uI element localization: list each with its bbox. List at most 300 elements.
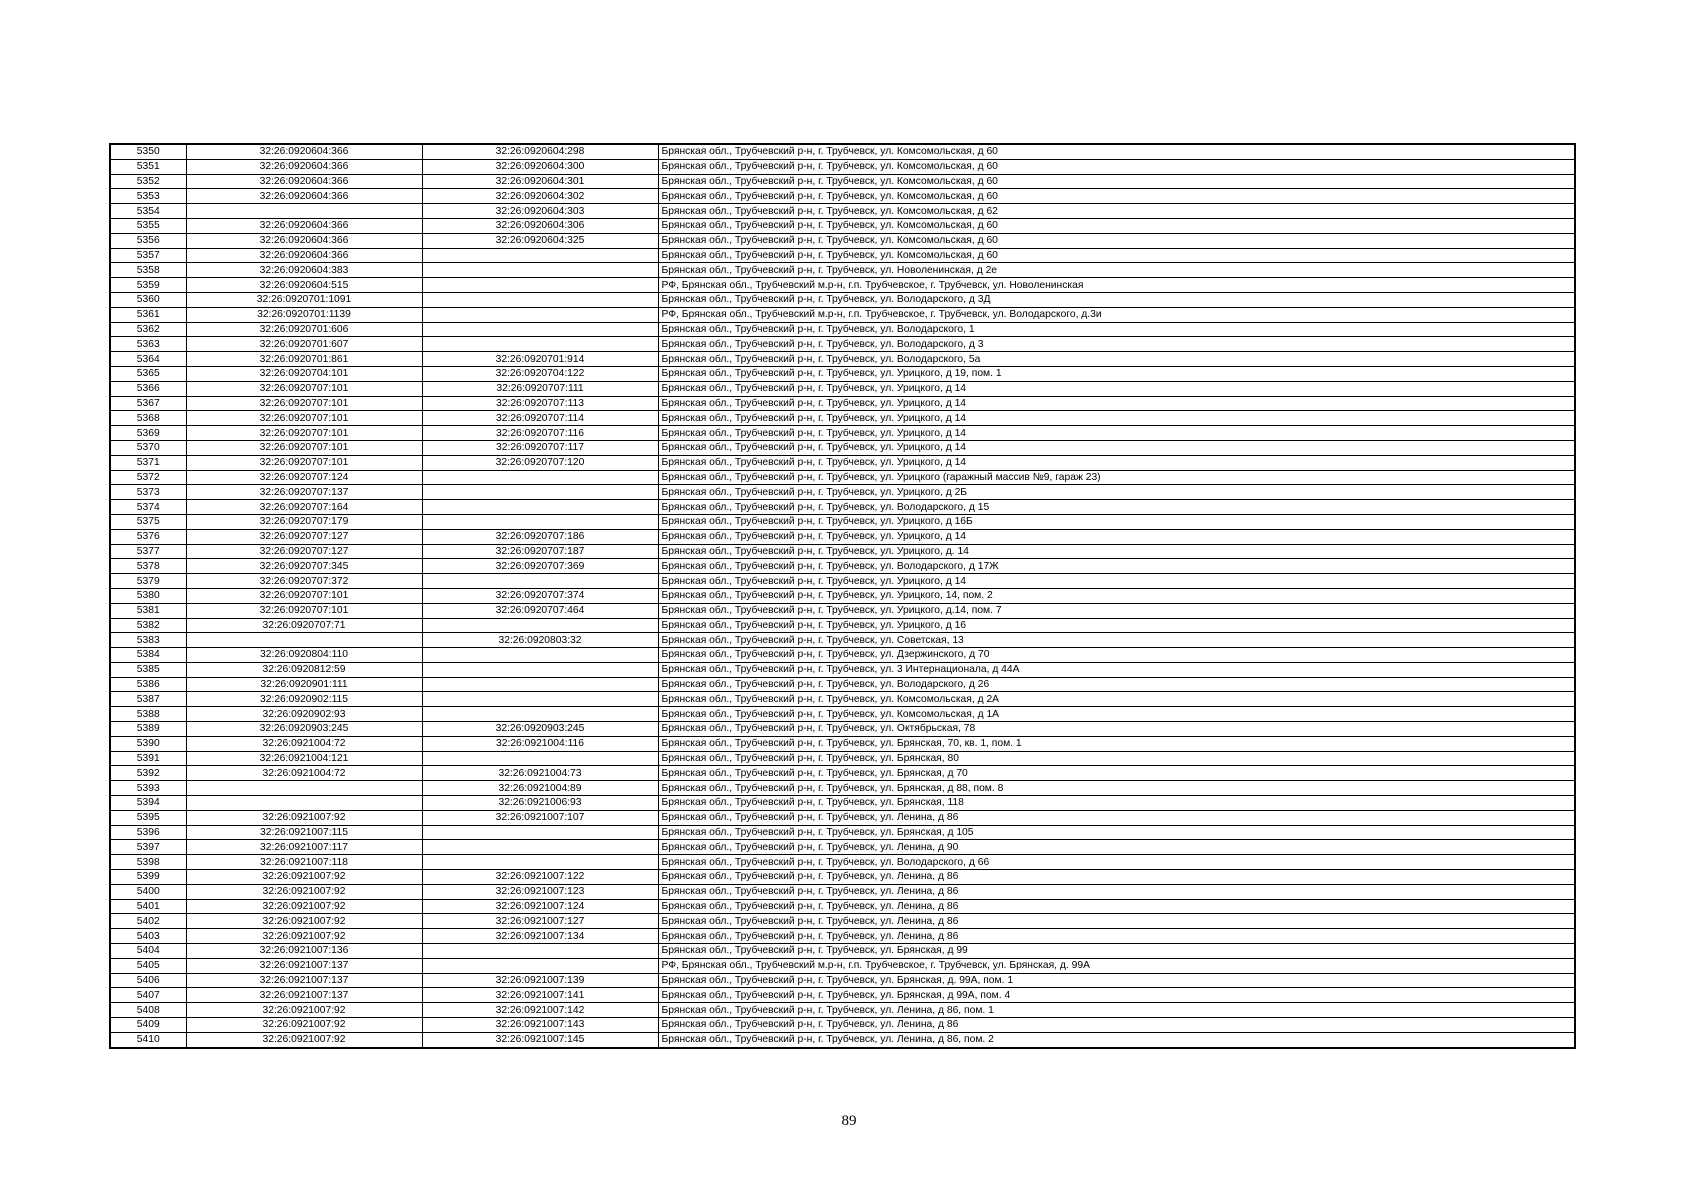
table-row	[110, 189, 1575, 204]
row-number-cell: 5350	[110, 144, 186, 159]
cadastral-number-cell: 32:26:0921007:123	[422, 884, 658, 899]
address-cell: Брянская обл., Трубчевский р-н, г. Трубчевск, ул. Брянская, д 70	[658, 766, 1575, 781]
address-cell: Брянская обл., Трубчевский р-н, г. Трубчевск, ул. Ленина, д 86	[658, 1018, 1575, 1033]
row-number-cell: 5368	[110, 411, 186, 426]
table-row	[110, 411, 1575, 426]
row-number-cell: 5404	[110, 944, 186, 959]
parent-cadastral-number-cell: 32:26:0920707:124	[186, 470, 422, 485]
address-cell: Брянская обл., Трубчевский р-н, г. Трубчевск, ул. Володарского, д 3	[658, 337, 1575, 352]
address-cell: Брянская обл., Трубчевский р-н, г. Трубчевск, ул. Володарского, д 15	[658, 500, 1575, 515]
cadastral-number-cell: 32:26:0920704:122	[422, 366, 658, 381]
parent-cadastral-number-cell: 32:26:0920604:366	[186, 189, 422, 204]
address-cell: Брянская обл., Трубчевский р-н, г. Трубчевск, ул. Урицкого, д 14	[658, 411, 1575, 426]
table-row	[110, 248, 1575, 263]
address-cell: Брянская обл., Трубчевский р-н, г. Трубчевск, ул. Брянская, 80	[658, 751, 1575, 766]
table-row	[110, 263, 1575, 278]
address-cell: Брянская обл., Трубчевский р-н, г. Трубчевск, ул. Комсомольская, д 1А	[658, 707, 1575, 722]
address-cell: РФ, Брянская обл., Трубчевский м.р-н, г.п. Трубчевское, г. Трубчевск, ул. Володарского, д.3и	[658, 307, 1575, 322]
parent-cadastral-number-cell: 32:26:0920812:59	[186, 662, 422, 677]
address-cell: Брянская обл., Трубчевский р-н, г. Трубчевск, ул. Володарского, д 66	[658, 855, 1575, 870]
row-number-cell: 5360	[110, 292, 186, 307]
table-row	[110, 662, 1575, 677]
cadastral-number-cell: 32:26:0920604:301	[422, 174, 658, 189]
parent-cadastral-number-cell: 32:26:0920707:137	[186, 485, 422, 500]
cadastral-number-cell	[422, 662, 658, 677]
parent-cadastral-number-cell: 32:26:0920604:383	[186, 263, 422, 278]
table-row	[110, 958, 1575, 973]
cadastral-number-cell: 32:26:0920604:298	[422, 144, 658, 159]
row-number-cell: 5397	[110, 840, 186, 855]
parent-cadastral-number-cell: 32:26:0920707:101	[186, 588, 422, 603]
table-row	[110, 588, 1575, 603]
table-row	[110, 781, 1575, 796]
row-number-cell: 5372	[110, 470, 186, 485]
row-number-cell: 5377	[110, 544, 186, 559]
row-number-cell: 5407	[110, 988, 186, 1003]
row-number-cell: 5355	[110, 218, 186, 233]
row-number-cell: 5357	[110, 248, 186, 263]
address-cell: Брянская обл., Трубчевский р-н, г. Трубчевск, ул. Комсомольская, д 60	[658, 144, 1575, 159]
parent-cadastral-number-cell: 32:26:0920707:101	[186, 426, 422, 441]
table-row	[110, 396, 1575, 411]
address-cell: РФ, Брянская обл., Трубчевский м.р-н, г.п. Трубчевское, г. Трубчевск, ул. Новоленинская	[658, 278, 1575, 293]
row-number-cell: 5402	[110, 914, 186, 929]
table-row	[110, 292, 1575, 307]
parent-cadastral-number-cell: 32:26:0920604:366	[186, 248, 422, 263]
parent-cadastral-number-cell: 32:26:0920707:179	[186, 514, 422, 529]
address-cell: Брянская обл., Трубчевский р-н, г. Трубчевск, ул. Брянская, 118	[658, 796, 1575, 811]
cadastral-number-cell	[422, 944, 658, 959]
parent-cadastral-number-cell: 32:26:0921007:136	[186, 944, 422, 959]
address-cell: Брянская обл., Трубчевский р-н, г. Трубчевск, ул. Урицкого, д 14	[658, 455, 1575, 470]
row-number-cell: 5387	[110, 692, 186, 707]
row-number-cell: 5390	[110, 736, 186, 751]
table-row	[110, 1018, 1575, 1033]
address-cell: Брянская обл., Трубчевский р-н, г. Трубчевск, ул. Ленина, д 86	[658, 929, 1575, 944]
row-number-cell: 5381	[110, 603, 186, 618]
table-row	[110, 899, 1575, 914]
table-row	[110, 278, 1575, 293]
table-row	[110, 603, 1575, 618]
address-cell: Брянская обл., Трубчевский р-н, г. Трубчевск, ул. Володарского, д 17Ж	[658, 559, 1575, 574]
row-number-cell: 5384	[110, 648, 186, 663]
cadastral-number-cell: 32:26:0920604:300	[422, 159, 658, 174]
parent-cadastral-number-cell: 32:26:0921007:92	[186, 884, 422, 899]
cadastral-number-cell: 32:26:0921004:116	[422, 736, 658, 751]
cadastral-number-cell	[422, 278, 658, 293]
table-row	[110, 618, 1575, 633]
row-number-cell: 5403	[110, 929, 186, 944]
cadastral-number-cell	[422, 618, 658, 633]
row-number-cell: 5375	[110, 514, 186, 529]
cadastral-number-cell	[422, 500, 658, 515]
row-number-cell: 5406	[110, 973, 186, 988]
table-row	[110, 514, 1575, 529]
row-number-cell: 5385	[110, 662, 186, 677]
address-cell: Брянская обл., Трубчевский р-н, г. Трубчевск, ул. Брянская, 70, кв. 1, пом. 1	[658, 736, 1575, 751]
parent-cadastral-number-cell: 32:26:0920707:101	[186, 603, 422, 618]
cadastral-number-cell: 32:26:0921007:134	[422, 929, 658, 944]
table-row	[110, 485, 1575, 500]
table-row	[110, 870, 1575, 885]
address-cell: Брянская обл., Трубчевский р-н, г. Трубчевск, ул. Комсомольская, д 60	[658, 248, 1575, 263]
cadastral-number-cell: 32:26:0921007:143	[422, 1018, 658, 1033]
address-cell: Брянская обл., Трубчевский р-н, г. Трубчевск, ул. Володарского, 5а	[658, 352, 1575, 367]
address-cell: Брянская обл., Трубчевский р-н, г. Трубчевск, ул. Володарского, д 3Д	[658, 292, 1575, 307]
address-cell: Брянская обл., Трубчевский р-н, г. Трубчевск, ул. Ленина, д 86	[658, 914, 1575, 929]
cadastral-number-cell	[422, 263, 658, 278]
table-row	[110, 574, 1575, 589]
address-cell: Брянская обл., Трубчевский р-н, г. Трубчевск, ул. Володарского, д 26	[658, 677, 1575, 692]
row-number-cell: 5401	[110, 899, 186, 914]
cadastral-number-cell	[422, 292, 658, 307]
table-row	[110, 796, 1575, 811]
row-number-cell: 5363	[110, 337, 186, 352]
parent-cadastral-number-cell	[186, 633, 422, 648]
row-number-cell: 5383	[110, 633, 186, 648]
parent-cadastral-number-cell: 32:26:0920707:71	[186, 618, 422, 633]
parent-cadastral-number-cell: 32:26:0920901:111	[186, 677, 422, 692]
parent-cadastral-number-cell	[186, 204, 422, 219]
parent-cadastral-number-cell: 32:26:0920701:607	[186, 337, 422, 352]
cadastral-number-cell	[422, 307, 658, 322]
address-cell: РФ, Брянская обл., Трубчевский м.р-н, г.п. Трубчевское, г. Трубчевск, ул. Брянская, д. 99А	[658, 958, 1575, 973]
table-row	[110, 529, 1575, 544]
table-row	[110, 470, 1575, 485]
row-number-cell: 5359	[110, 278, 186, 293]
row-number-cell: 5382	[110, 618, 186, 633]
cadastral-number-cell: 32:26:0920707:114	[422, 411, 658, 426]
table-row	[110, 677, 1575, 692]
parent-cadastral-number-cell: 32:26:0920707:345	[186, 559, 422, 574]
table-row	[110, 810, 1575, 825]
parent-cadastral-number-cell: 32:26:0920707:101	[186, 440, 422, 455]
parent-cadastral-number-cell: 32:26:0920704:101	[186, 366, 422, 381]
table-row	[110, 233, 1575, 248]
parent-cadastral-number-cell: 32:26:0921007:118	[186, 855, 422, 870]
cadastral-number-cell: 32:26:0920707:464	[422, 603, 658, 618]
table-row	[110, 973, 1575, 988]
parent-cadastral-number-cell: 32:26:0920701:1139	[186, 307, 422, 322]
parent-cadastral-number-cell: 32:26:0921007:92	[186, 1018, 422, 1033]
row-number-cell: 5354	[110, 204, 186, 219]
parent-cadastral-number-cell: 32:26:0921007:92	[186, 870, 422, 885]
address-cell: Брянская обл., Трубчевский р-н, г. Трубчевск, ул. Брянская, д 105	[658, 825, 1575, 840]
address-cell: Брянская обл., Трубчевский р-н, г. Трубчевск, ул. Урицкого, д 16Б	[658, 514, 1575, 529]
address-cell: Брянская обл., Трубчевский р-н, г. Трубчевск, ул. Октябрьская, 78	[658, 722, 1575, 737]
row-number-cell: 5356	[110, 233, 186, 248]
parent-cadastral-number-cell	[186, 796, 422, 811]
cadastral-number-cell: 32:26:0920707:187	[422, 544, 658, 559]
cadastral-number-cell: 32:26:0920604:325	[422, 233, 658, 248]
table-row	[110, 751, 1575, 766]
table-row	[110, 426, 1575, 441]
cadastral-number-cell: 32:26:0920903:245	[422, 722, 658, 737]
row-number-cell: 5405	[110, 958, 186, 973]
row-number-cell: 5371	[110, 455, 186, 470]
address-cell: Брянская обл., Трубчевский р-н, г. Трубчевск, ул. Володарского, 1	[658, 322, 1575, 337]
row-number-cell: 5410	[110, 1032, 186, 1047]
table-row	[110, 366, 1575, 381]
cadastral-number-cell: 32:26:0920707:186	[422, 529, 658, 544]
table-row	[110, 707, 1575, 722]
address-cell: Брянская обл., Трубчевский р-н, г. Трубчевск, ул. Комсомольская, д 60	[658, 218, 1575, 233]
parent-cadastral-number-cell: 32:26:0921007:115	[186, 825, 422, 840]
table-row	[110, 144, 1575, 159]
cadastral-number-cell: 32:26:0920701:914	[422, 352, 658, 367]
table-row	[110, 455, 1575, 470]
parent-cadastral-number-cell: 32:26:0921004:121	[186, 751, 422, 766]
row-number-cell: 5352	[110, 174, 186, 189]
table-row	[110, 174, 1575, 189]
cadastral-number-cell: 32:26:0920803:32	[422, 633, 658, 648]
table-row	[110, 381, 1575, 396]
address-cell: Брянская обл., Трубчевский р-н, г. Трубчевск, ул. Урицкого, 14, пом. 2	[658, 588, 1575, 603]
cadastral-number-cell: 32:26:0920707:374	[422, 588, 658, 603]
address-cell: Брянская обл., Трубчевский р-н, г. Трубчевск, ул. Комсомольская, д 62	[658, 204, 1575, 219]
cadastral-number-cell: 32:26:0920707:111	[422, 381, 658, 396]
cadastral-number-cell	[422, 248, 658, 263]
address-cell: Брянская обл., Трубчевский р-н, г. Трубчевск, ул. Комсомольская, д 60	[658, 189, 1575, 204]
parent-cadastral-number-cell: 32:26:0920707:372	[186, 574, 422, 589]
row-number-cell: 5392	[110, 766, 186, 781]
cadastral-number-cell	[422, 322, 658, 337]
parent-cadastral-number-cell: 32:26:0921004:72	[186, 736, 422, 751]
cadastral-number-cell: 32:26:0920707:113	[422, 396, 658, 411]
address-cell: Брянская обл., Трубчевский р-н, г. Трубчевск, ул. Дзержинского, д 70	[658, 648, 1575, 663]
table-row	[110, 929, 1575, 944]
parent-cadastral-number-cell: 32:26:0920707:101	[186, 411, 422, 426]
table-row	[110, 337, 1575, 352]
row-number-cell: 5370	[110, 440, 186, 455]
cadastral-number-cell: 32:26:0920604:306	[422, 218, 658, 233]
parent-cadastral-number-cell: 32:26:0921007:137	[186, 958, 422, 973]
table-row	[110, 648, 1575, 663]
parent-cadastral-number-cell: 32:26:0920604:366	[186, 233, 422, 248]
row-number-cell: 5367	[110, 396, 186, 411]
row-number-cell: 5391	[110, 751, 186, 766]
address-cell: Брянская обл., Трубчевский р-н, г. Трубчевск, ул. 3 Интернационала, д 44А	[658, 662, 1575, 677]
row-number-cell: 5374	[110, 500, 186, 515]
cadastral-number-cell: 32:26:0921007:145	[422, 1032, 658, 1047]
row-number-cell: 5393	[110, 781, 186, 796]
address-cell: Брянская обл., Трубчевский р-н, г. Трубчевск, ул. Комсомольская, д 60	[658, 174, 1575, 189]
parent-cadastral-number-cell: 32:26:0920804:110	[186, 648, 422, 663]
parent-cadastral-number-cell: 32:26:0920604:366	[186, 218, 422, 233]
table-row	[110, 988, 1575, 1003]
table-row	[110, 840, 1575, 855]
cadastral-number-cell: 32:26:0921007:127	[422, 914, 658, 929]
parent-cadastral-number-cell: 32:26:0921007:92	[186, 914, 422, 929]
row-number-cell: 5380	[110, 588, 186, 603]
row-number-cell: 5396	[110, 825, 186, 840]
row-number-cell: 5364	[110, 352, 186, 367]
table-row	[110, 722, 1575, 737]
row-number-cell: 5365	[110, 366, 186, 381]
row-number-cell: 5409	[110, 1018, 186, 1033]
parent-cadastral-number-cell: 32:26:0921007:92	[186, 1032, 422, 1047]
parent-cadastral-number-cell: 32:26:0921007:137	[186, 973, 422, 988]
table-row	[110, 1003, 1575, 1018]
address-cell: Брянская обл., Трубчевский р-н, г. Трубчевск, ул. Новоленинская, д 2е	[658, 263, 1575, 278]
address-cell: Брянская обл., Трубчевский р-н, г. Трубчевск, ул. Брянская, д 99	[658, 944, 1575, 959]
table-row	[110, 322, 1575, 337]
cadastral-number-cell: 32:26:0920707:116	[422, 426, 658, 441]
table-row	[110, 544, 1575, 559]
parent-cadastral-number-cell: 32:26:0920604:366	[186, 159, 422, 174]
parent-cadastral-number-cell: 32:26:0921004:72	[186, 766, 422, 781]
cadastral-number-cell: 32:26:0921007:124	[422, 899, 658, 914]
table-row	[110, 204, 1575, 219]
table-row	[110, 944, 1575, 959]
address-cell: Брянская обл., Трубчевский р-н, г. Трубчевск, ул. Брянская, д 88, пом. 8	[658, 781, 1575, 796]
table-row	[110, 159, 1575, 174]
cadastral-number-cell: 32:26:0921007:122	[422, 870, 658, 885]
cadastral-number-cell	[422, 470, 658, 485]
row-number-cell: 5366	[110, 381, 186, 396]
row-number-cell: 5351	[110, 159, 186, 174]
address-cell: Брянская обл., Трубчевский р-н, г. Трубчевск, ул. Ленина, д 86, пом. 2	[658, 1032, 1575, 1047]
row-number-cell: 5358	[110, 263, 186, 278]
address-cell: Брянская обл., Трубчевский р-н, г. Трубчевск, ул. Советская, 13	[658, 633, 1575, 648]
cadastral-number-cell: 32:26:0921004:73	[422, 766, 658, 781]
table-row	[110, 352, 1575, 367]
parent-cadastral-number-cell: 32:26:0920707:127	[186, 529, 422, 544]
address-cell: Брянская обл., Трубчевский р-н, г. Трубчевск, ул. Брянская, д 99А, пом. 4	[658, 988, 1575, 1003]
address-cell: Брянская обл., Трубчевский р-н, г. Трубчевск, ул. Урицкого, д. 14	[658, 544, 1575, 559]
parent-cadastral-number-cell: 32:26:0921007:92	[186, 1003, 422, 1018]
row-number-cell: 5400	[110, 884, 186, 899]
parent-cadastral-number-cell: 32:26:0920707:101	[186, 455, 422, 470]
cadastral-number-cell	[422, 485, 658, 500]
cadastral-number-cell: 32:26:0920604:302	[422, 189, 658, 204]
parent-cadastral-number-cell: 32:26:0920903:245	[186, 722, 422, 737]
address-cell: Брянская обл., Трубчевский р-н, г. Трубчевск, ул. Урицкого, д 16	[658, 618, 1575, 633]
address-cell: Брянская обл., Трубчевский р-н, г. Трубчевск, ул. Урицкого, д 14	[658, 440, 1575, 455]
cadastral-number-cell	[422, 855, 658, 870]
cadastral-number-cell: 32:26:0921006:93	[422, 796, 658, 811]
table-row	[110, 440, 1575, 455]
table-row	[110, 766, 1575, 781]
table-row	[110, 500, 1575, 515]
parent-cadastral-number-cell: 32:26:0920902:115	[186, 692, 422, 707]
address-cell: Брянская обл., Трубчевский р-н, г. Трубчевск, ул. Урицкого (гаражный массив №9, гараж 23)	[658, 470, 1575, 485]
cadastral-number-cell: 32:26:0921007:141	[422, 988, 658, 1003]
address-cell: Брянская обл., Трубчевский р-н, г. Трубчевск, ул. Брянская, д. 99А, пом. 1	[658, 973, 1575, 988]
row-number-cell: 5379	[110, 574, 186, 589]
table-row	[110, 633, 1575, 648]
cadastral-number-cell	[422, 514, 658, 529]
cadastral-number-cell: 32:26:0921004:89	[422, 781, 658, 796]
cadastral-number-cell: 32:26:0921007:107	[422, 810, 658, 825]
parent-cadastral-number-cell: 32:26:0920701:606	[186, 322, 422, 337]
parent-cadastral-number-cell: 32:26:0921007:137	[186, 988, 422, 1003]
cadastral-number-cell	[422, 648, 658, 663]
row-number-cell: 5376	[110, 529, 186, 544]
address-cell: Брянская обл., Трубчевский р-н, г. Трубчевск, ул. Урицкого, д 14	[658, 529, 1575, 544]
address-cell: Брянская обл., Трубчевский р-н, г. Трубчевск, ул. Урицкого, д.14, пом. 7	[658, 603, 1575, 618]
table-row	[110, 825, 1575, 840]
address-cell: Брянская обл., Трубчевский р-н, г. Трубчевск, ул. Урицкого, д 2Б	[658, 485, 1575, 500]
row-number-cell: 5386	[110, 677, 186, 692]
cadastral-number-cell	[422, 677, 658, 692]
address-cell: Брянская обл., Трубчевский р-н, г. Трубчевск, ул. Урицкого, д 19, пом. 1	[658, 366, 1575, 381]
parent-cadastral-number-cell: 32:26:0920707:101	[186, 396, 422, 411]
row-number-cell: 5394	[110, 796, 186, 811]
row-number-cell: 5408	[110, 1003, 186, 1018]
row-number-cell: 5388	[110, 707, 186, 722]
parent-cadastral-number-cell: 32:26:0920707:164	[186, 500, 422, 515]
parent-cadastral-number-cell: 32:26:0920604:515	[186, 278, 422, 293]
page-number: 89	[841, 1113, 857, 1129]
row-number-cell: 5369	[110, 426, 186, 441]
parent-cadastral-number-cell: 32:26:0921007:117	[186, 840, 422, 855]
row-number-cell: 5373	[110, 485, 186, 500]
cadastral-number-cell	[422, 825, 658, 840]
table-row	[110, 218, 1575, 233]
table-row	[110, 855, 1575, 870]
registry-table-body	[110, 144, 1575, 1048]
row-number-cell: 5362	[110, 322, 186, 337]
row-number-cell: 5395	[110, 810, 186, 825]
registry-table	[109, 143, 1576, 1049]
row-number-cell: 5353	[110, 189, 186, 204]
table-row	[110, 692, 1575, 707]
address-cell: Брянская обл., Трубчевский р-н, г. Трубчевск, ул. Ленина, д 86	[658, 884, 1575, 899]
parent-cadastral-number-cell: 32:26:0921007:92	[186, 899, 422, 914]
row-number-cell: 5398	[110, 855, 186, 870]
address-cell: Брянская обл., Трубчевский р-н, г. Трубчевск, ул. Урицкого, д 14	[658, 381, 1575, 396]
cadastral-number-cell: 32:26:0920604:303	[422, 204, 658, 219]
cadastral-number-cell: 32:26:0920707:369	[422, 559, 658, 574]
row-number-cell: 5361	[110, 307, 186, 322]
cadastral-number-cell	[422, 958, 658, 973]
row-number-cell: 5399	[110, 870, 186, 885]
cadastral-number-cell: 32:26:0921007:139	[422, 973, 658, 988]
address-cell: Брянская обл., Трубчевский р-н, г. Трубчевск, ул. Ленина, д 90	[658, 840, 1575, 855]
parent-cadastral-number-cell: 32:26:0921007:92	[186, 810, 422, 825]
cadastral-number-cell: 32:26:0920707:120	[422, 455, 658, 470]
parent-cadastral-number-cell: 32:26:0921007:92	[186, 929, 422, 944]
address-cell: Брянская обл., Трубчевский р-н, г. Трубчевск, ул. Комсомольская, д 60	[658, 159, 1575, 174]
address-cell: Брянская обл., Трубчевский р-н, г. Трубчевск, ул. Ленина, д 86	[658, 899, 1575, 914]
cadastral-number-cell: 32:26:0921007:142	[422, 1003, 658, 1018]
parent-cadastral-number-cell: 32:26:0920604:366	[186, 144, 422, 159]
parent-cadastral-number-cell: 32:26:0920604:366	[186, 174, 422, 189]
address-cell: Брянская обл., Трубчевский р-н, г. Трубчевск, ул. Ленина, д 86	[658, 870, 1575, 885]
parent-cadastral-number-cell: 32:26:0920701:1091	[186, 292, 422, 307]
cadastral-number-cell	[422, 751, 658, 766]
table-row	[110, 307, 1575, 322]
cadastral-number-cell: 32:26:0920707:117	[422, 440, 658, 455]
table-row	[110, 559, 1575, 574]
table-row	[110, 736, 1575, 751]
address-cell: Брянская обл., Трубчевский р-н, г. Трубчевск, ул. Комсомольская, д 2А	[658, 692, 1575, 707]
parent-cadastral-number-cell: 32:26:0920707:127	[186, 544, 422, 559]
table-row	[110, 1032, 1575, 1047]
parent-cadastral-number-cell: 32:26:0920701:861	[186, 352, 422, 367]
address-cell: Брянская обл., Трубчевский р-н, г. Трубчевск, ул. Урицкого, д 14	[658, 396, 1575, 411]
parent-cadastral-number-cell: 32:26:0920902:93	[186, 707, 422, 722]
cadastral-number-cell	[422, 692, 658, 707]
row-number-cell: 5378	[110, 559, 186, 574]
address-cell: Брянская обл., Трубчевский р-н, г. Трубчевск, ул. Урицкого, д 14	[658, 574, 1575, 589]
table-row	[110, 914, 1575, 929]
row-number-cell: 5389	[110, 722, 186, 737]
cadastral-number-cell	[422, 840, 658, 855]
cadastral-number-cell	[422, 337, 658, 352]
address-cell: Брянская обл., Трубчевский р-н, г. Трубчевск, ул. Ленина, д 86, пом. 1	[658, 1003, 1575, 1018]
